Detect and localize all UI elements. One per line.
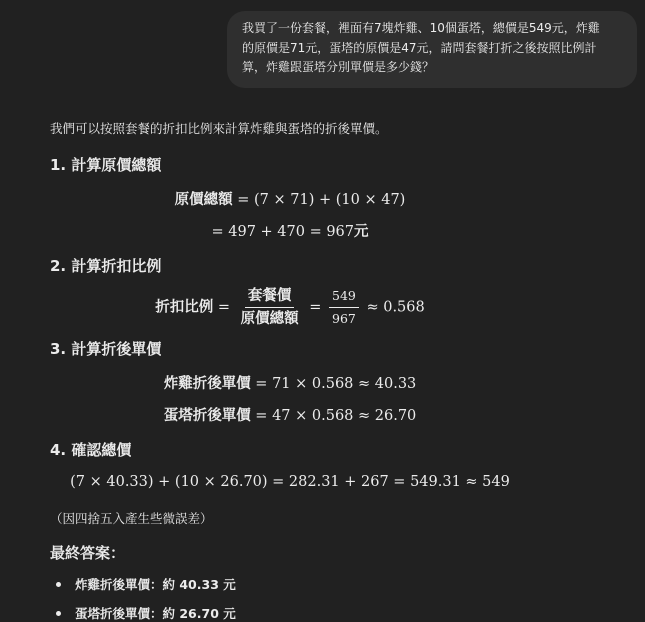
fraction-numerator: 套餐價 <box>245 287 295 308</box>
step-heading-1: 1. 計算原價總額 <box>50 156 162 174</box>
equation-discount-ratio <box>50 287 530 328</box>
equation-chicken-unit-price <box>50 372 530 393</box>
user-message-line: 的原價是71元，蛋塔的原價是47元，請問套餐打折之後按照比例計 <box>242 40 597 55</box>
step-heading-4: 4. 確認總價 <box>50 441 132 459</box>
equation-label: 蛋塔折後單價 <box>163 408 251 424</box>
fraction-549-over-967 <box>329 287 359 328</box>
final-answer-text: 炸雞折後單價：約 40.33 元 <box>75 577 236 592</box>
equation-rhs: = (7 × 71) + (10 × 47) <box>232 192 406 208</box>
equation-label: 炸雞折後單價 <box>163 376 251 392</box>
user-message-line: 算，炸雞跟蛋塔分別單價是多少錢？ <box>242 60 435 74</box>
equation-rhs: (7 × 40.33) + (10 × 26.70) = 282.31 + 267 = 549.31 ≈ 549 <box>70 474 510 490</box>
equation-original-total-result <box>50 220 530 241</box>
equation-rhs: = 47 × 0.568 ≈ 26.70 <box>250 408 417 424</box>
equation-tart-unit-price <box>50 404 530 425</box>
fraction-denominator: 967 <box>332 311 356 326</box>
final-answer-item <box>56 575 236 593</box>
fraction-set-price-over-total <box>238 287 302 328</box>
step-heading-3: 3. 計算折後單價 <box>50 340 162 358</box>
fraction-numerator: 549 <box>329 287 359 308</box>
bullet-dot-icon <box>56 611 61 616</box>
fraction-denominator: 原價總額 <box>240 311 299 327</box>
user-message-bubble <box>227 11 637 88</box>
equation-total-check <box>50 474 530 490</box>
user-message-line: 我買了一份套餐，裡面有7塊炸雞、10個蛋塔，總價是549元，炸雞 <box>242 21 600 35</box>
equals-sign: = <box>304 299 326 316</box>
equation-rhs: = 71 × 0.568 ≈ 40.33 <box>250 376 417 392</box>
equation-label: 原價總額 <box>174 192 233 208</box>
equation-unit: 元 <box>354 224 369 240</box>
step-heading-2: 2. 計算折扣比例 <box>50 257 162 275</box>
final-answer-title: 最終答案： <box>50 544 126 562</box>
final-answer-item <box>56 604 236 622</box>
final-answer-text: 蛋塔折後單價：約 26.70 元 <box>75 606 236 621</box>
equation-approx: ≈ 0.568 <box>361 299 425 316</box>
equals-sign: = <box>213 299 235 316</box>
equation-rhs: = 497 + 470 = 967 <box>211 224 355 240</box>
rounding-note: （因四捨五入產生些微誤差） <box>50 511 213 526</box>
equation-label: 折扣比例 <box>155 299 214 316</box>
equation-original-total <box>50 188 530 209</box>
answer-intro: 我們可以按照套餐的折扣比例來計算炸雞與蛋塔的折後單價。 <box>50 121 388 136</box>
bullet-dot-icon <box>56 582 61 587</box>
